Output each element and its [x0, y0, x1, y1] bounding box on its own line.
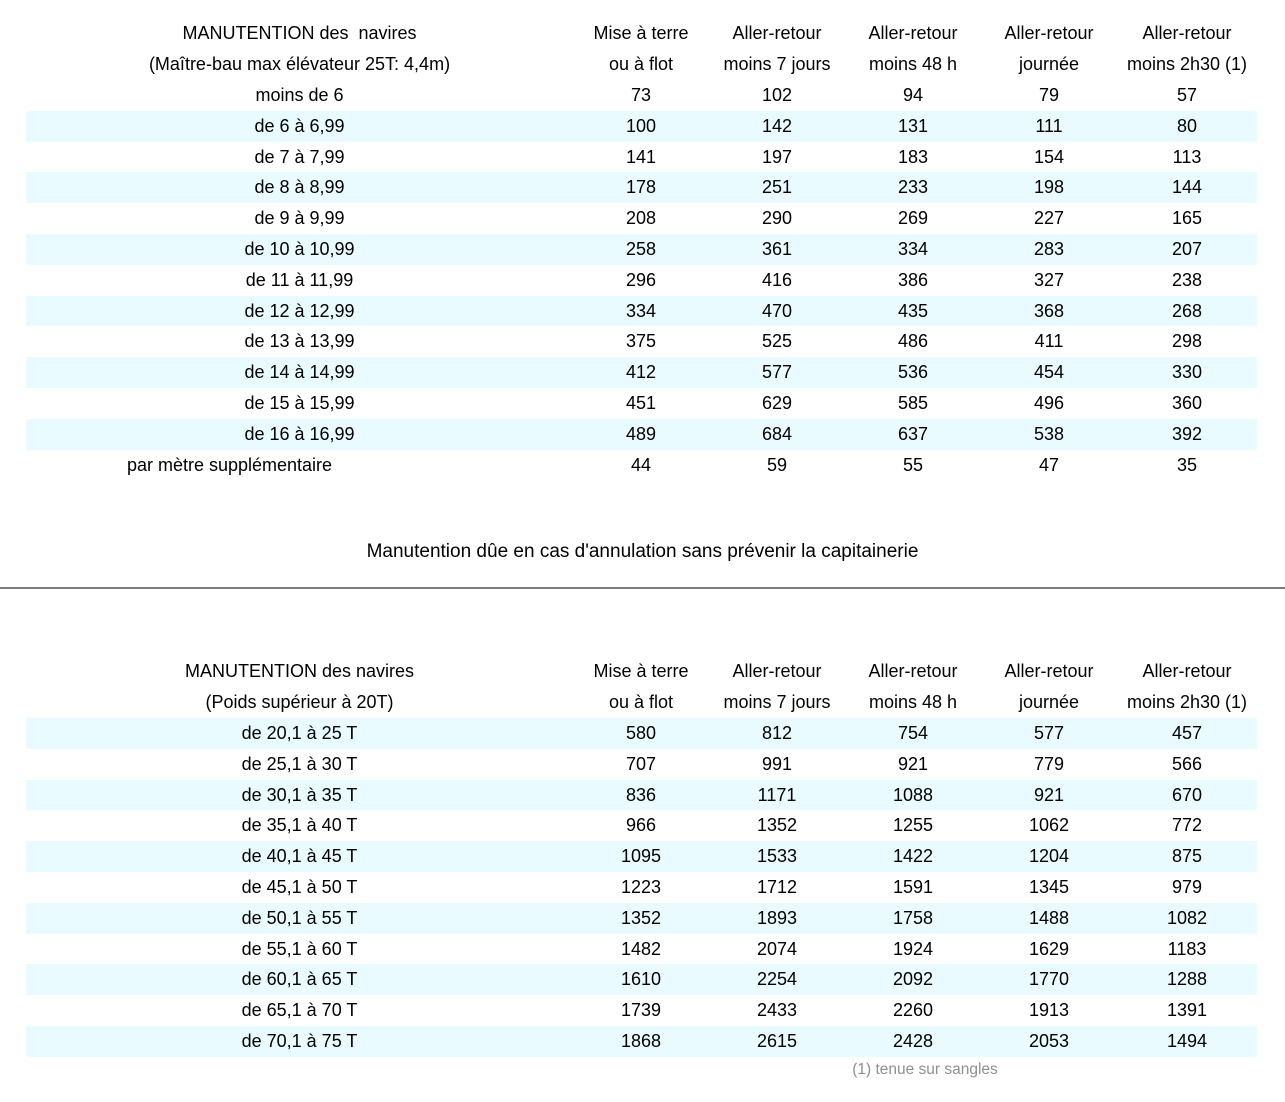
price-cell: 375 — [625, 331, 657, 352]
row-label: de 35,1 à 40 T — [241, 815, 358, 836]
column-header-line1: Aller-retour — [1142, 23, 1232, 43]
price-cell: 298 — [1171, 331, 1203, 352]
price-cell: 208 — [625, 208, 657, 229]
price-cell: 454 — [1033, 362, 1065, 383]
row-label: de 50,1 à 55 T — [241, 907, 358, 928]
price-cell: 525 — [761, 331, 793, 352]
row-label: de 55,1 à 60 T — [241, 938, 358, 959]
price-cell: 875 — [1171, 846, 1203, 867]
column-header-line1: Aller-retour — [1004, 661, 1094, 681]
column-header — [709, 656, 845, 718]
price-cell: 1591 — [892, 876, 934, 897]
price-cell: 334 — [897, 238, 929, 259]
price-cell: 637 — [897, 423, 929, 444]
price-cell: 670 — [1171, 784, 1203, 805]
footnote: (1) tenue sur sangles — [852, 1061, 998, 1078]
price-cell: 2260 — [892, 1000, 934, 1021]
price-cell: 1062 — [1028, 815, 1070, 836]
table-row — [26, 142, 1257, 173]
price-cell: 1171 — [757, 784, 797, 805]
price-cell: 536 — [897, 362, 929, 383]
header-row — [26, 18, 1257, 80]
column-header-line2: ou à flot — [608, 692, 674, 712]
row-label: de 25,1 à 30 T — [241, 753, 358, 774]
row-label: de 30,1 à 35 T — [241, 784, 358, 805]
price-cell: 538 — [1033, 423, 1065, 444]
column-header-line2: moins 48 h — [868, 54, 958, 74]
price-cell: 1345 — [1028, 876, 1070, 897]
column-header-line1: Aller-retour — [1142, 661, 1232, 681]
row-label: de 16 à 16,99 — [244, 423, 355, 444]
column-header-line2: journée — [1018, 692, 1080, 712]
row-label: de 11 à 11,99 — [245, 269, 354, 290]
column-header — [709, 18, 845, 80]
table-title-line1: MANUTENTION des navires — [184, 661, 415, 681]
price-cell: 1770 — [1028, 969, 1070, 990]
row-label: de 65,1 à 70 T — [241, 1000, 358, 1021]
price-cell: 178 — [625, 177, 657, 198]
row-label: de 7 à 7,99 — [254, 146, 345, 167]
price-cell: 566 — [1171, 753, 1203, 774]
row-label: de 70,1 à 75 T — [241, 1030, 358, 1051]
price-cell: 1739 — [620, 1000, 662, 1021]
price-cell: 154 — [1033, 146, 1065, 167]
price-cell: 258 — [625, 238, 657, 259]
price-cell: 283 — [1033, 238, 1065, 259]
price-cell: 1712 — [756, 876, 798, 897]
price-cell: 629 — [761, 392, 793, 413]
price-cell: 1758 — [892, 907, 934, 928]
price-cell: 55 — [902, 454, 924, 475]
column-header — [981, 656, 1117, 718]
column-header — [573, 18, 709, 80]
price-cell: 47 — [1038, 454, 1060, 475]
price-cell: 411 — [1034, 331, 1064, 352]
price-cell: 1391 — [1166, 1000, 1208, 1021]
column-header-line1: Aller-retour — [1004, 23, 1094, 43]
price-cell: 330 — [1171, 362, 1203, 383]
price-cell: 80 — [1176, 115, 1198, 136]
price-cell: 921 — [897, 753, 929, 774]
table-title-line1: MANUTENTION des navires — [182, 23, 417, 43]
price-cell: 79 — [1038, 85, 1060, 105]
price-cell: 141 — [625, 146, 657, 167]
price-cell: 1288 — [1166, 969, 1208, 990]
price-cell: 1223 — [620, 876, 662, 897]
price-cell: 2254 — [756, 969, 798, 990]
table-row — [26, 995, 1257, 1026]
price-cell: 1924 — [892, 938, 934, 959]
price-cell: 327 — [1033, 269, 1065, 290]
price-cell: 1913 — [1028, 1000, 1070, 1021]
price-cell: 1352 — [756, 815, 798, 836]
price-cell: 754 — [897, 723, 929, 743]
price-cell: 812 — [761, 723, 793, 743]
handling-table-heavy-boats — [26, 656, 1257, 1057]
price-cell: 1255 — [892, 815, 934, 836]
price-cell: 59 — [766, 454, 788, 475]
table-row — [26, 718, 1257, 749]
price-cell: 1893 — [756, 907, 798, 928]
price-cell: 94 — [902, 85, 924, 105]
column-header — [845, 18, 981, 80]
price-cell: 238 — [1171, 269, 1203, 290]
price-cell: 73 — [630, 85, 652, 105]
column-header-line2: moins 7 jours — [723, 692, 831, 712]
row-label: de 45,1 à 50 T — [241, 876, 358, 897]
price-cell: 131 — [897, 115, 929, 136]
price-cell: 1610 — [620, 969, 662, 990]
price-cell: 1482 — [620, 938, 662, 959]
price-cell: 368 — [1033, 300, 1065, 321]
cancellation-note: Manutention dûe en cas d'annulation sans prévenir la capitainerie — [366, 541, 919, 562]
price-cell: 290 — [761, 208, 793, 229]
table-row — [26, 111, 1257, 142]
column-header — [1117, 656, 1257, 718]
price-cell: 489 — [625, 423, 657, 444]
price-cell: 144 — [1171, 177, 1203, 198]
column-header-line1: Aller-retour — [732, 23, 822, 43]
price-cell: 2092 — [892, 969, 934, 990]
table-row — [26, 357, 1257, 388]
price-cell: 113 — [1172, 146, 1202, 167]
price-cell: 57 — [1176, 85, 1198, 105]
column-header-line1: Aller-retour — [868, 661, 958, 681]
row-label: de 8 à 8,99 — [254, 177, 345, 198]
price-cell: 772 — [1171, 815, 1203, 836]
price-cell: 416 — [761, 269, 793, 290]
row-label: de 6 à 6,99 — [254, 115, 345, 136]
price-cell: 2433 — [756, 1000, 798, 1021]
column-header — [573, 656, 709, 718]
row-label: de 10 à 10,99 — [244, 238, 355, 259]
price-cell: 1533 — [756, 846, 798, 867]
table-row — [26, 80, 1257, 111]
price-cell: 412 — [625, 362, 657, 383]
row-label: de 12 à 12,99 — [244, 300, 355, 321]
price-cell: 779 — [1033, 753, 1065, 774]
table-row — [26, 749, 1257, 780]
price-cell: 198 — [1033, 177, 1065, 198]
price-cell: 197 — [761, 146, 793, 167]
row-label: par mètre supplémentaire — [126, 454, 333, 475]
table-row — [26, 450, 1257, 481]
table-row — [26, 388, 1257, 419]
table-title-line2: (Maître-bau max élévateur 25T: 4,4m) — [148, 54, 451, 74]
price-cell: 361 — [761, 238, 793, 259]
price-cell: 577 — [1033, 723, 1065, 743]
price-cell: 44 — [630, 454, 652, 475]
column-header — [981, 18, 1117, 80]
price-cell: 2053 — [1028, 1030, 1070, 1051]
table-title — [26, 18, 573, 80]
price-cell: 360 — [1171, 392, 1203, 413]
price-cell: 2615 — [756, 1030, 798, 1051]
price-cell: 707 — [625, 753, 657, 774]
price-cell: 451 — [625, 392, 657, 413]
price-cell: 111 — [1035, 115, 1063, 136]
price-cell: 577 — [761, 362, 793, 383]
table-row — [26, 234, 1257, 265]
price-cell: 580 — [625, 723, 657, 743]
row-label: de 60,1 à 65 T — [241, 969, 358, 990]
price-cell: 457 — [1171, 723, 1203, 743]
price-cell: 585 — [897, 392, 929, 413]
table-row — [26, 203, 1257, 234]
row-label: de 20,1 à 25 T — [241, 723, 358, 743]
section-divider — [0, 587, 1285, 589]
price-cell: 1183 — [1167, 938, 1207, 959]
price-cell: 470 — [761, 300, 793, 321]
price-cell: 233 — [897, 177, 929, 198]
price-cell: 991 — [761, 753, 793, 774]
table-row — [26, 841, 1257, 872]
price-cell: 268 — [1171, 300, 1203, 321]
table-row — [26, 780, 1257, 811]
row-label: de 14 à 14,99 — [244, 362, 355, 383]
column-header-line2: moins 2h30 (1) — [1126, 54, 1248, 74]
column-header-line1: Mise à terre — [593, 23, 689, 43]
table-row — [26, 265, 1257, 296]
price-cell: 165 — [1171, 208, 1203, 229]
price-cell: 921 — [1033, 784, 1065, 805]
column-header-line2: moins 48 h — [868, 692, 958, 712]
price-cell: 100 — [625, 115, 657, 136]
header-row — [26, 656, 1257, 718]
price-cell: 1082 — [1166, 907, 1208, 928]
price-cell: 1868 — [620, 1030, 662, 1051]
price-cell: 979 — [1171, 876, 1203, 897]
price-cell: 2428 — [892, 1030, 934, 1051]
price-cell: 496 — [1033, 392, 1065, 413]
table-row — [26, 903, 1257, 934]
table-row — [26, 296, 1257, 327]
row-label: moins de 6 — [255, 85, 344, 105]
price-cell: 2074 — [756, 938, 798, 959]
price-cell: 1488 — [1028, 907, 1070, 928]
column-header-line2: journée — [1018, 54, 1080, 74]
row-label: de 9 à 9,99 — [254, 208, 345, 229]
table-row — [26, 934, 1257, 965]
handling-table-small-boats — [26, 18, 1257, 480]
price-cell: 142 — [761, 115, 793, 136]
table-row — [26, 172, 1257, 203]
price-cell: 183 — [897, 146, 929, 167]
row-label: de 40,1 à 45 T — [241, 846, 358, 867]
price-cell: 102 — [761, 85, 793, 105]
table-row — [26, 964, 1257, 995]
price-cell: 1494 — [1166, 1030, 1208, 1051]
price-cell: 1088 — [892, 784, 934, 805]
price-cell: 386 — [897, 269, 929, 290]
price-cell: 486 — [897, 331, 929, 352]
table-row — [26, 1026, 1257, 1057]
table-title — [26, 656, 573, 718]
price-cell: 296 — [625, 269, 657, 290]
price-cell: 1629 — [1028, 938, 1070, 959]
price-cell: 1422 — [892, 846, 934, 867]
price-cell: 227 — [1033, 208, 1065, 229]
price-cell: 836 — [625, 784, 657, 805]
table-row — [26, 419, 1257, 450]
price-cell: 1352 — [620, 907, 662, 928]
price-cell: 207 — [1171, 238, 1203, 259]
table-row — [26, 872, 1257, 903]
price-cell: 684 — [761, 423, 793, 444]
column-header — [845, 656, 981, 718]
price-cell: 1204 — [1028, 846, 1070, 867]
table-title-line2: (Poids supérieur à 20T) — [205, 692, 394, 712]
price-cell: 334 — [625, 300, 657, 321]
table-row — [26, 810, 1257, 841]
price-cell: 1095 — [620, 846, 662, 867]
column-header-line1: Aller-retour — [868, 23, 958, 43]
row-label: de 13 à 13,99 — [244, 331, 355, 352]
price-cell: 269 — [897, 208, 929, 229]
column-header-line1: Aller-retour — [732, 661, 822, 681]
column-header-line2: moins 7 jours — [723, 54, 831, 74]
price-cell: 251 — [761, 177, 793, 198]
column-header — [1117, 18, 1257, 80]
price-cell: 966 — [625, 815, 657, 836]
column-header-line2: moins 2h30 (1) — [1126, 692, 1248, 712]
table-row — [26, 326, 1257, 357]
row-label: de 15 à 15,99 — [244, 392, 355, 413]
column-header-line1: Mise à terre — [593, 661, 689, 681]
column-header-line2: ou à flot — [608, 54, 674, 74]
price-cell: 35 — [1176, 454, 1198, 475]
price-cell: 435 — [897, 300, 929, 321]
price-cell: 392 — [1171, 423, 1203, 444]
